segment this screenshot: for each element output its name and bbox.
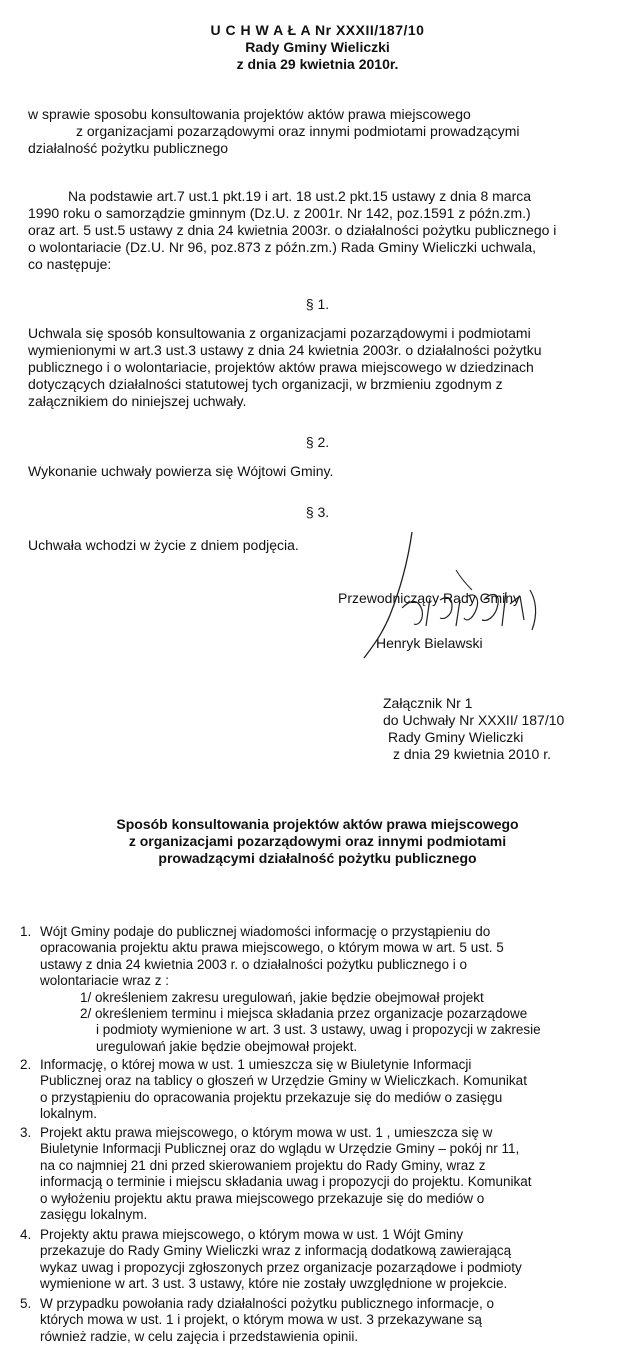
annex-title-line: prowadzącymi działalność pożytku publicznego [158, 850, 477, 866]
council-name: Rady Gminy Wieliczki [245, 39, 390, 55]
annex-title-line: Sposób konsultowania projektów aktów prawa miejscowego [116, 816, 519, 832]
list-item-line: również radzie, w celu zajęcia i przedstawienia opinii. [40, 1328, 359, 1344]
list-item-line: opracowania projektu aktu prawa miejscowego, o którym mowa w art. 5 ust. 5 [40, 940, 504, 956]
resolution-title: U C H W A Ł A Nr XXXII/187/10 [210, 22, 425, 38]
annex-line: Załącznik Nr 1 [383, 695, 473, 711]
section-3-text: Uchwała wchodzi w życie z dniem podjęcia. [28, 537, 299, 553]
annex-title [0, 816, 635, 867]
list-item-line: Publicznej oraz na tablicy o głoszeń w Urzędzie Gminy w Wieliczkach. Komunikat [40, 1073, 527, 1089]
section-3-heading: § 3. [305, 504, 330, 520]
list-item-line: W przypadku powołania rady działalności pożytku publicznego informacje, o [40, 1296, 494, 1311]
list-item-line: których mowa w ust. 1 i projekt, o którym mowa w ust. 3 przekazywane są [40, 1312, 482, 1328]
list-item-line: zasięgu lokalnym. [40, 1207, 148, 1223]
chairman-role: Przewodniczący Rady Gminy [338, 590, 521, 606]
resolution-header [0, 22, 635, 73]
list-item-line: przekazuje do Rady Gminy Wieliczki wraz z informacją dodatkową zawierającą [40, 1243, 512, 1259]
list-item [20, 1296, 610, 1345]
list-subitem-line: 2/ określeniem terminu i miejsca składania przez organizacje pozarządowe [80, 1006, 528, 1022]
list-subitem-line: 1/ określeniem zakresu uregulowań, jakie będzie obejmował projekt [80, 989, 484, 1005]
list-item-line: o wyłożeniu projektu aktu prawa miejscowego przekazuje się do mediów o [40, 1190, 485, 1206]
list-item [20, 1125, 610, 1223]
list-item-line: lokalnym. [40, 1106, 98, 1122]
list-item [20, 1227, 610, 1293]
annex-line: do Uchwały Nr XXXII/ 187/10 [383, 712, 565, 728]
section-1-line: publicznego i o wolontariacie, projektów aktów prawa miejscowego w dziedzinach [28, 359, 534, 375]
list-item [20, 1057, 610, 1123]
list-item-line: wymienione w art. 3 ust. 3 ustawy, które nie zostały uwzględnione w projekcie. [40, 1276, 508, 1292]
list-item-line: Wójt Gminy podaje do publicznej wiadomości informację o przystąpieniu do [40, 924, 491, 939]
list-item-number: 1. [20, 924, 32, 939]
subject-line: z organizacjami pozarządowymi oraz innymi podmiotami prowadzącymi [76, 123, 520, 139]
annex-line: z dnia 29 kwietnia 2010 r. [393, 746, 551, 762]
section-1-line: wymienionymi w art.3 ust.3 ustawy z dnia 24 kwietnia 2003r. o działalności pożytku [28, 342, 542, 358]
list-item-number: 5. [20, 1296, 32, 1311]
list-item-line: wykaz uwag i propozycji zgłoszonych przez organizacje pozarządowe i podmioty [40, 1259, 522, 1275]
resolution-date: z dnia 29 kwietnia 2010r. [236, 56, 399, 72]
list-item-number: 3. [20, 1125, 32, 1140]
list-item-line: Informację, o której mowa w ust. 1 umieszcza się w Biuletynie Informacji [40, 1057, 472, 1072]
basis-line: co następuje: [28, 256, 112, 272]
section-1-line: załącznikiem do niniejszej uchwały. [28, 393, 247, 409]
list-item-number: 2. [20, 1057, 32, 1072]
annex-reference [383, 695, 623, 763]
basis-line: Na podstawie art.7 ust.1 pkt.19 i art. 18 ust.2 pkt.15 ustawy z dnia 8 marca [68, 188, 532, 204]
chairman-name: Henryk Bielawski [376, 635, 483, 651]
list-item-line: o przystąpieniu do opracowania projektu przekazuje się do mediów o zasięgu [40, 1089, 503, 1105]
section-1-line: dotyczących działalności statutowej tych organizacji, w brzmieniu zgodnym z [28, 376, 503, 392]
list-item-line: ustawy z dnia 24 kwietnia 2003 r. o działalności pożytku publicznego i o [40, 956, 468, 972]
section-1-line: Uchwala się sposób konsultowania z organizacjami pozarządowymi i podmiotami [28, 325, 531, 341]
list-subitem-line: i podmioty wymienione w art. 3 ust. 3 ustawy, uwag i propozycji w zakresie [96, 1022, 541, 1038]
handwritten-signature [360, 530, 560, 660]
section-1-heading: § 1. [305, 296, 330, 312]
legal-basis [28, 188, 618, 273]
annex-title-line: z organizacjami pozarządowymi oraz innymi podmiotami [128, 833, 507, 849]
section-2-heading: § 2. [305, 434, 330, 450]
list-item-line: Projekty aktu prawa miejscowego, o którym mowa w ust. 1 Wójt Gminy [40, 1227, 464, 1242]
list-item-line: Biuletynie Informacji Publicznej oraz do wglądu w Urzędzie Gminy – pokój nr 11, [40, 1141, 520, 1157]
list-item-line: wolontariacie wraz z : [40, 973, 170, 989]
section-2-text: Wykonanie uchwały powierza się Wójtowi Gminy. [28, 463, 334, 479]
list-item-line: informacją o terminie i miejscu składania uwag i propozycji do projektu. Komunikat [40, 1174, 532, 1190]
list-subitem-line: uregulowań jakie będzie obejmował projekt. [96, 1038, 358, 1054]
list-item [20, 924, 610, 1055]
subject-line: w sprawie sposobu konsultowania projektów aktów prawa miejscowego [28, 106, 471, 122]
section-1-text [28, 325, 618, 410]
subject-line: działalność pożytku publicznego [28, 140, 229, 156]
annex-line: Rady Gminy Wieliczki [388, 729, 524, 745]
resolution-subject [28, 106, 618, 157]
list-item-line: Projekt aktu prawa miejscowego, o którym mowa w ust. 1 , umieszcza się w [40, 1125, 493, 1140]
basis-line: oraz art. 5 ust.5 ustawy z dnia 24 kwietnia 2003r. o działalności pożytku publicznego i [28, 222, 557, 238]
basis-line: 1990 roku o samorządzie gminnym (Dz.U. z 2001r. Nr 142, poz.1591 z późn.zm.) [28, 205, 531, 221]
list-item-number: 4. [20, 1227, 32, 1242]
basis-line: o wolontariacie (Dz.U. Nr 96, poz.873 z późn.zm.) Rada Gminy Wieliczki uchwala, [28, 239, 537, 255]
list-item-line: na co najmniej 21 dni przed skierowaniem projektu do Rady Gminy, wraz z [40, 1157, 486, 1173]
